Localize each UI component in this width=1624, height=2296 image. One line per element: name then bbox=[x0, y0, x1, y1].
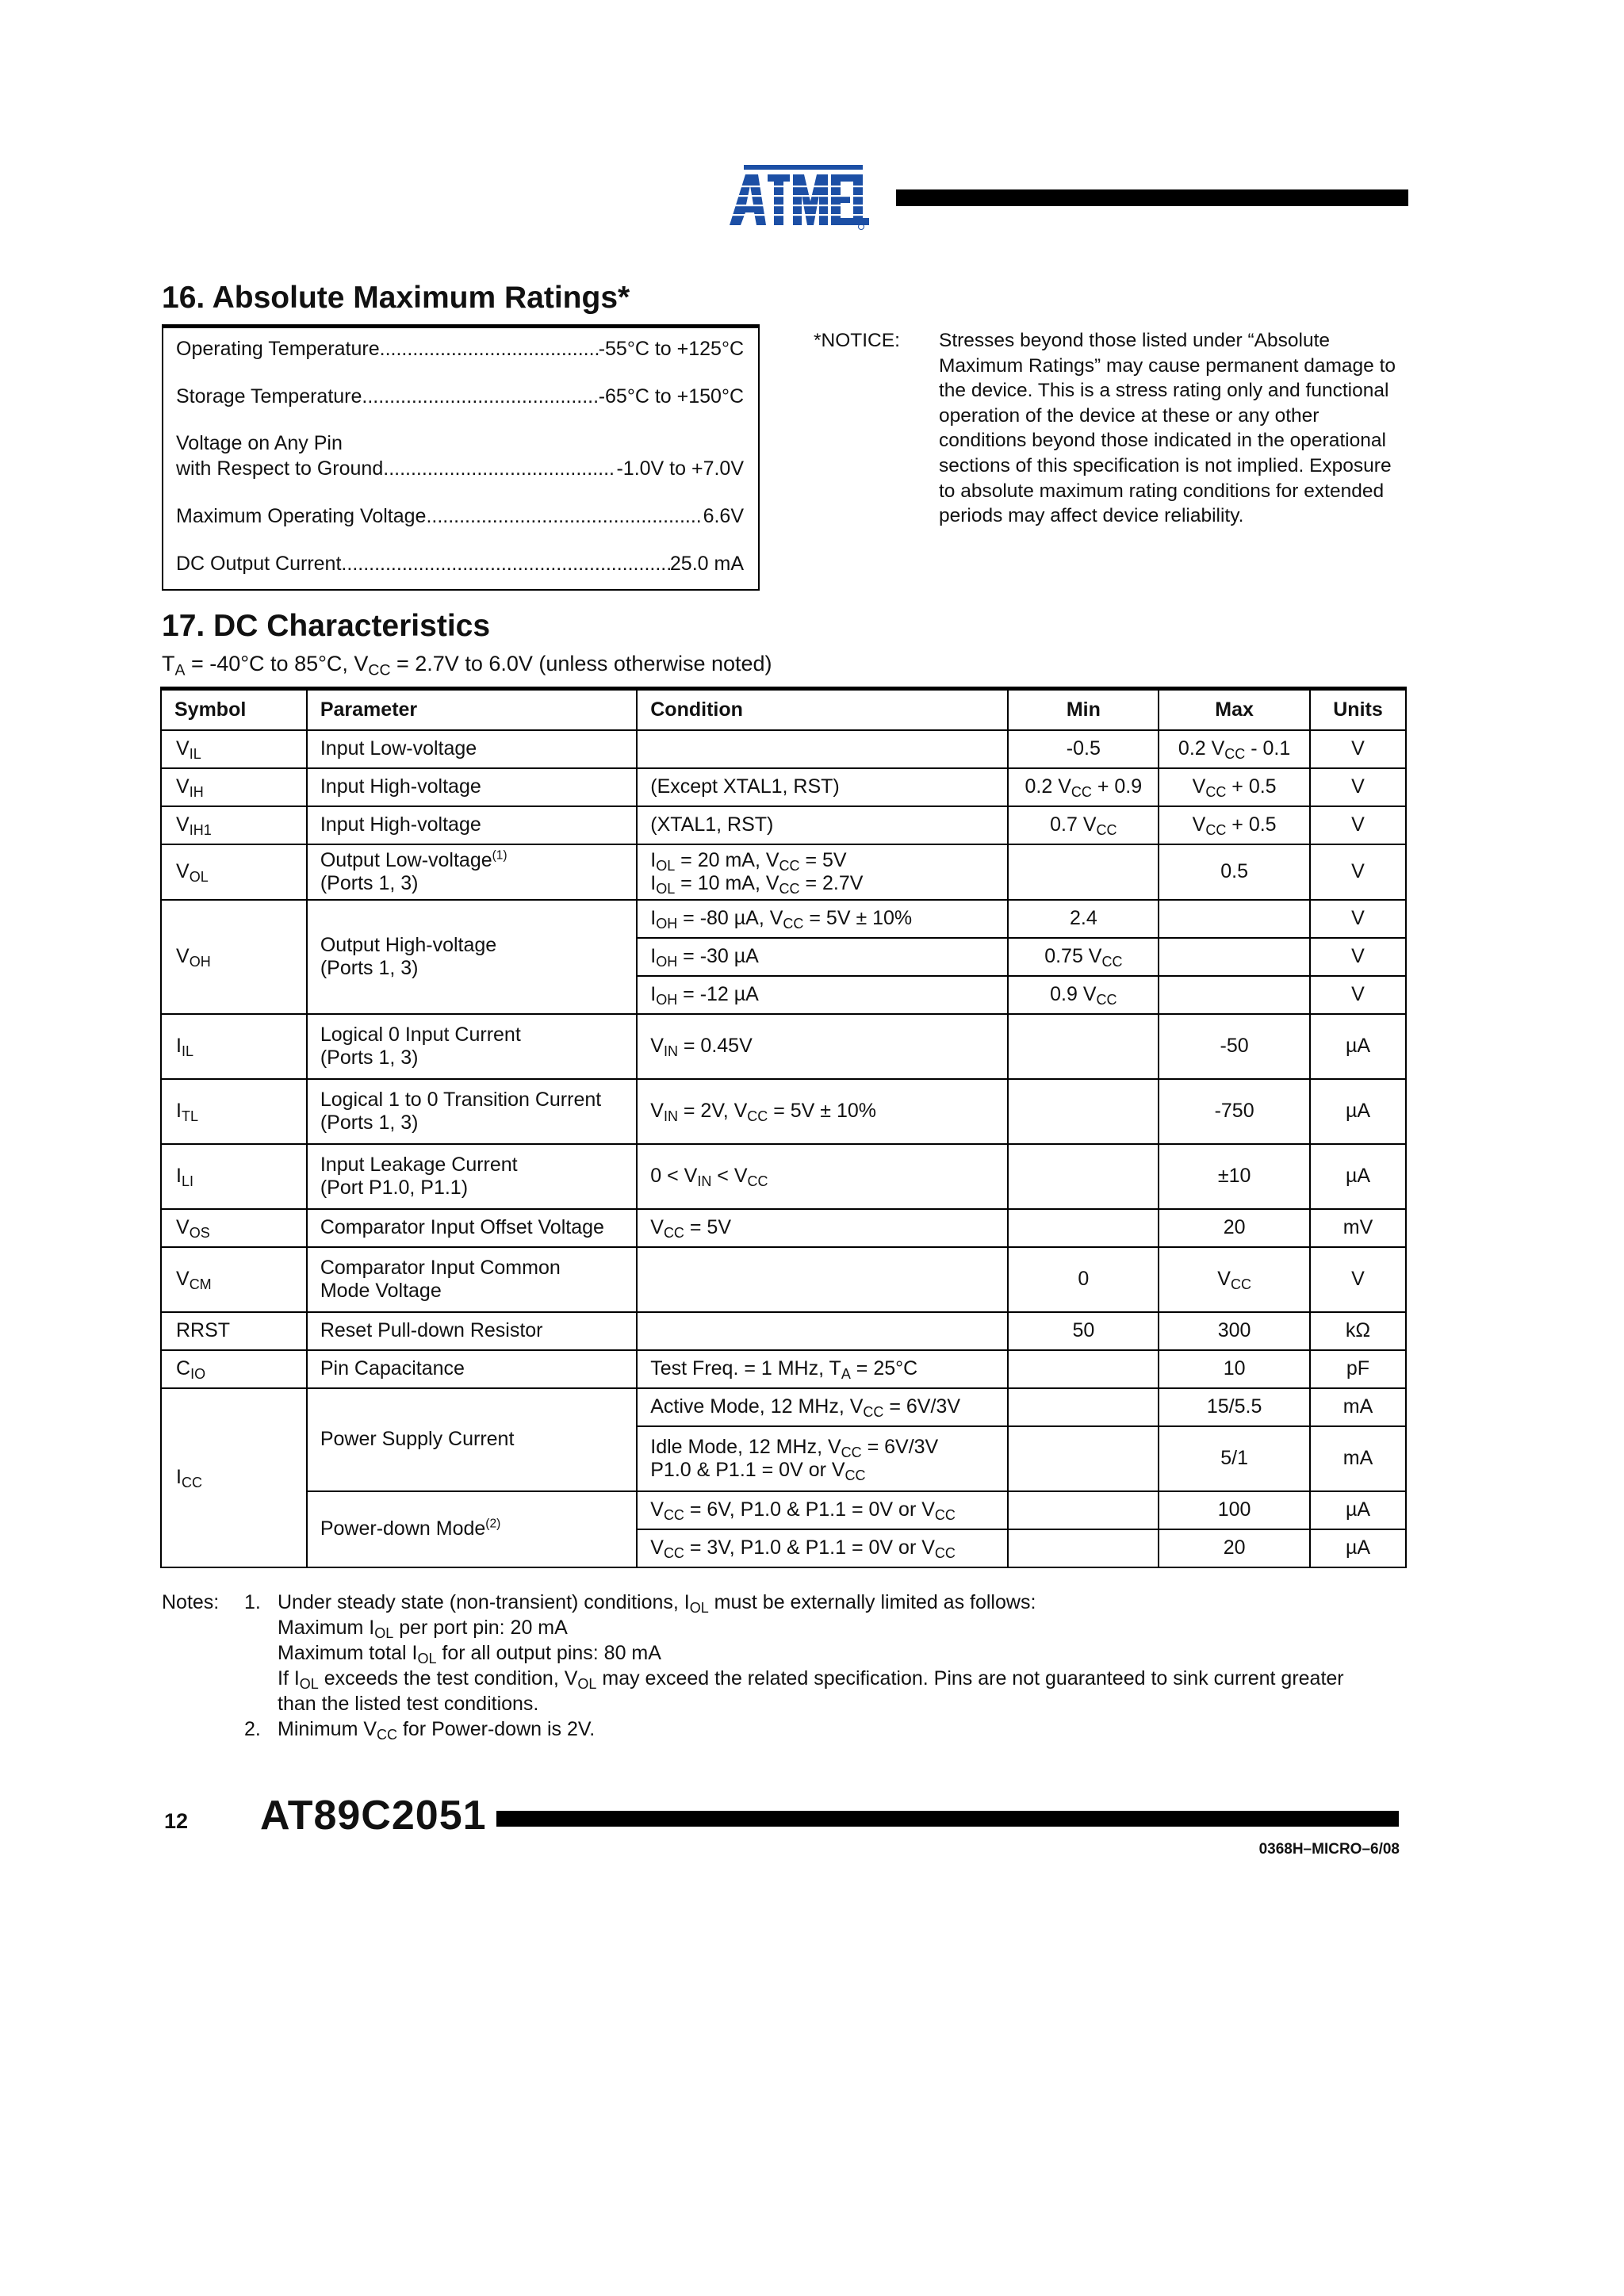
cell-parameter: Power Supply Current bbox=[307, 1388, 637, 1491]
cell-symbol: $C_{IO}$ bbox=[161, 1350, 307, 1388]
cell-max bbox=[1159, 976, 1310, 1014]
cell-max: 300 bbox=[1159, 1312, 1310, 1350]
cell-units: mA bbox=[1310, 1426, 1406, 1491]
table-row bbox=[161, 730, 1406, 768]
cell-symbol: $V_{OS}$ bbox=[161, 1209, 307, 1247]
note-text: Under steady state (non-transient) conditions, $I_{OL}$ must be externally limited as follows: bbox=[278, 1591, 1036, 1617]
cell-symbol: $V_{OL}$ bbox=[161, 844, 307, 900]
cell-min bbox=[1008, 1014, 1159, 1079]
cell-min bbox=[1008, 1079, 1159, 1144]
notice-label: *NOTICE: bbox=[814, 330, 900, 351]
cell-condition: Idle Mode, 12 MHz, $V_{CC} = 6V/3V$ P1.0 & P1.1 = 0V or $V_{CC}$ bbox=[637, 1426, 1008, 1491]
cell-symbol: $V_{OH}$ bbox=[161, 900, 307, 1014]
footer-rule bbox=[496, 1811, 1399, 1827]
rating-value: -1.0V to +7.0V bbox=[616, 457, 744, 480]
cell-symbol: $V_{IL}$ bbox=[161, 730, 307, 768]
cell-max: 0.2 $V_{CC} - 0.1$ bbox=[1159, 730, 1310, 768]
cell-min: 0.75 $V_{CC}$ bbox=[1008, 938, 1159, 976]
note-text: than the listed test conditions. bbox=[278, 1693, 539, 1715]
rating-row bbox=[176, 336, 744, 362]
rating-label-cont: with Respect to Ground bbox=[176, 457, 384, 480]
cell-condition: Test Freq. = 1 MHz, $T_A = 25^\circ C$ bbox=[637, 1350, 1008, 1388]
cell-max bbox=[1159, 938, 1310, 976]
cell-max: $V_{CC} + 0.5$ bbox=[1159, 806, 1310, 844]
col-header-symbol: Symbol bbox=[161, 689, 307, 730]
cell-parameter: Comparator Input Common Mode Voltage bbox=[307, 1247, 637, 1312]
cell-condition bbox=[637, 1312, 1008, 1350]
rating-label: Voltage on Any Pin bbox=[176, 432, 343, 454]
page-number: 12 bbox=[164, 1809, 189, 1833]
cell-min bbox=[1008, 844, 1159, 900]
cell-min: -0.5 bbox=[1008, 730, 1159, 768]
table-row bbox=[161, 1144, 1406, 1209]
cell-min: 2.4 bbox=[1008, 900, 1159, 938]
cell-units: µA bbox=[1310, 1491, 1406, 1529]
cell-units: V bbox=[1310, 900, 1406, 938]
cell-min: 0.2 $V_{CC} + 0.9$ bbox=[1008, 768, 1159, 806]
cell-min: 0.7 $V_{CC}$ bbox=[1008, 806, 1159, 844]
rating-row bbox=[176, 551, 744, 576]
cell-units: mV bbox=[1310, 1209, 1406, 1247]
note-text: Maximum total $I_{OL}$ for all output pins: 80 mA bbox=[278, 1642, 661, 1667]
cell-symbol: $V_{IH1}$ bbox=[161, 806, 307, 844]
section-16-title: 16. Absolute Maximum Ratings* bbox=[162, 281, 630, 315]
cell-units: µA bbox=[1310, 1144, 1406, 1209]
cell-parameter: Output High-voltage (Ports 1, 3) bbox=[307, 900, 637, 1014]
cell-max: 0.5 bbox=[1159, 844, 1310, 900]
cell-max: 20 bbox=[1159, 1529, 1310, 1567]
cell-condition: $V_{CC} = 6V$, P1.0 & P1.1 = 0V or $V_{CC}$ bbox=[637, 1491, 1008, 1529]
cell-symbol: $I_{LI}$ bbox=[161, 1144, 307, 1209]
cell-min bbox=[1008, 1350, 1159, 1388]
cell-parameter: Logical 1 to 0 Transition Current (Ports 1, 3) bbox=[307, 1079, 637, 1144]
cell-parameter: Power-down Mode$^{(2)}$ bbox=[307, 1491, 637, 1567]
cell-condition: $I_{OH} = -80$ µA, $V_{CC} = 5V \pm 10\%$ bbox=[637, 900, 1008, 938]
cell-max: -750 bbox=[1159, 1079, 1310, 1144]
cell-units: µA bbox=[1310, 1529, 1406, 1567]
cell-units: pF bbox=[1310, 1350, 1406, 1388]
absolute-max-ratings-box bbox=[162, 324, 760, 591]
rating-value: 25.0 mA bbox=[669, 553, 744, 575]
col-header-min: Min bbox=[1008, 689, 1159, 730]
cell-parameter: Input High-voltage bbox=[307, 768, 637, 806]
cell-symbol: RRST bbox=[161, 1312, 307, 1350]
cell-units: V bbox=[1310, 730, 1406, 768]
cell-min: 0 bbox=[1008, 1247, 1159, 1312]
cell-parameter: Reset Pull-down Resistor bbox=[307, 1312, 637, 1350]
table-row bbox=[161, 900, 1406, 938]
cell-symbol: $V_{CM}$ bbox=[161, 1247, 307, 1312]
cell-min bbox=[1008, 1491, 1159, 1529]
cell-condition: $V_{CC} = 3V$, P1.0 & P1.1 = 0V or $V_{CC}$ bbox=[637, 1529, 1008, 1567]
dc-characteristics-table bbox=[160, 687, 1407, 1568]
table-row bbox=[161, 844, 1406, 900]
cell-units: V bbox=[1310, 806, 1406, 844]
cell-parameter: Pin Capacitance bbox=[307, 1350, 637, 1388]
cell-condition: $I_{OH} = -30$ µA bbox=[637, 938, 1008, 976]
cell-symbol: $I_{TL}$ bbox=[161, 1079, 307, 1144]
note-text: Minimum $V_{CC}$ for Power-down is 2V. bbox=[278, 1718, 596, 1743]
cell-max: 20 bbox=[1159, 1209, 1310, 1247]
col-header-max: Max bbox=[1159, 689, 1310, 730]
cell-condition: $0 < V_{IN} < V_{CC}$ bbox=[637, 1144, 1008, 1209]
cell-max: 10 bbox=[1159, 1350, 1310, 1388]
note-text: Maximum $I_{OL}$ per port pin: 20 mA bbox=[278, 1617, 568, 1642]
table-row bbox=[161, 1079, 1406, 1144]
rating-row bbox=[176, 503, 744, 529]
rating-label: Operating Temperature bbox=[176, 338, 380, 360]
notice-text: Stresses beyond those listed under “Absolute Maximum Ratings” may cause permanent damage to the device. This is a stress rating only and functional operation of the device at these or any other conditions beyond those indicated in the operational sections of this specification is not implied. Exposure to absolute maximum rating conditions for extended periods may affect device reliability. bbox=[939, 330, 1396, 527]
document-code: 0368H–MICRO–6/08 bbox=[1258, 1841, 1400, 1858]
cell-units: V bbox=[1310, 844, 1406, 900]
table-row bbox=[161, 1491, 1406, 1529]
cell-condition: $I_{OL} = 20$ mA, $V_{CC} = 5V$ $I_{OL} = 10$ mA, $V_{CC} = 2.7V$ bbox=[637, 844, 1008, 900]
cell-units: V bbox=[1310, 768, 1406, 806]
col-header-units: Units bbox=[1310, 689, 1406, 730]
dc-conditions: $T_A = -40^\circ C$ to 85°C, $V_{CC} = 2.7V$ to 6.0V (unless otherwise noted) bbox=[162, 652, 772, 679]
atmel-logo bbox=[728, 163, 869, 230]
cell-parameter: Logical 0 Input Current (Ports 1, 3) bbox=[307, 1014, 637, 1079]
cell-symbol: $V_{IH}$ bbox=[161, 768, 307, 806]
rating-row bbox=[176, 384, 744, 409]
rating-value: 6.6V bbox=[703, 505, 744, 527]
cell-units: kΩ bbox=[1310, 1312, 1406, 1350]
cell-units: V bbox=[1310, 938, 1406, 976]
cell-max: 15/5.5 bbox=[1159, 1388, 1310, 1426]
notes-label: Notes: bbox=[162, 1591, 220, 1613]
note-number: 1. bbox=[244, 1591, 261, 1613]
cell-min: 50 bbox=[1008, 1312, 1159, 1350]
table-row bbox=[161, 1014, 1406, 1079]
cell-min: 0.9 $V_{CC}$ bbox=[1008, 976, 1159, 1014]
rating-value: -65°C to +150°C bbox=[598, 385, 744, 408]
cell-condition: $V_{IN} = 0.45V$ bbox=[637, 1014, 1008, 1079]
rating-value: -55°C to +125°C bbox=[598, 338, 744, 360]
cell-max: 5/1 bbox=[1159, 1426, 1310, 1491]
cell-units: V bbox=[1310, 1247, 1406, 1312]
table-row bbox=[161, 768, 1406, 806]
col-header-condition: Condition bbox=[637, 689, 1008, 730]
cell-condition bbox=[637, 1247, 1008, 1312]
cell-min bbox=[1008, 1529, 1159, 1567]
cell-units: µA bbox=[1310, 1014, 1406, 1079]
rating-row bbox=[176, 456, 744, 481]
cell-max bbox=[1159, 900, 1310, 938]
cell-min bbox=[1008, 1426, 1159, 1491]
cell-min bbox=[1008, 1144, 1159, 1209]
cell-max: 100 bbox=[1159, 1491, 1310, 1529]
col-header-parameter: Parameter bbox=[307, 689, 637, 730]
cell-max: $V_{CC}$ bbox=[1159, 1247, 1310, 1312]
rating-row bbox=[176, 430, 744, 456]
table-header-row bbox=[161, 689, 1406, 730]
cell-parameter: Comparator Input Offset Voltage bbox=[307, 1209, 637, 1247]
rating-label: Storage Temperature bbox=[176, 385, 362, 408]
table-row bbox=[161, 806, 1406, 844]
note-text: If $I_{OL}$ exceeds the test condition, $V_{OL}$ may exceed the related specification. Pins are not guaranteed to sink current greater bbox=[278, 1667, 1344, 1693]
cell-condition: (XTAL1, RST) bbox=[637, 806, 1008, 844]
cell-max: -50 bbox=[1159, 1014, 1310, 1079]
cell-condition: $I_{OH} = -12$ µA bbox=[637, 976, 1008, 1014]
rating-label: Maximum Operating Voltage bbox=[176, 505, 427, 527]
cell-max: $V_{CC} + 0.5$ bbox=[1159, 768, 1310, 806]
cell-parameter: Input Leakage Current (Port P1.0, P1.1) bbox=[307, 1144, 637, 1209]
header-rule bbox=[896, 189, 1408, 206]
cell-max: ±10 bbox=[1159, 1144, 1310, 1209]
table-row bbox=[161, 1247, 1406, 1312]
section-17-title: 17. DC Characteristics bbox=[162, 609, 491, 643]
cell-condition: $V_{IN} = 2V$, $V_{CC} = 5V \pm 10\%$ bbox=[637, 1079, 1008, 1144]
cell-parameter: Input Low-voltage bbox=[307, 730, 637, 768]
table-row bbox=[161, 1209, 1406, 1247]
cell-parameter: Output Low-voltage$^{(1)}$ (Ports 1, 3) bbox=[307, 844, 637, 900]
table-row bbox=[161, 1388, 1406, 1426]
cell-symbol: $I_{IL}$ bbox=[161, 1014, 307, 1079]
cell-min bbox=[1008, 1388, 1159, 1426]
cell-units: mA bbox=[1310, 1388, 1406, 1426]
cell-symbol: $I_{CC}$ bbox=[161, 1388, 307, 1567]
cell-condition bbox=[637, 730, 1008, 768]
note-number: 2. bbox=[244, 1718, 261, 1740]
table-row bbox=[161, 1350, 1406, 1388]
cell-parameter: Input High-voltage bbox=[307, 806, 637, 844]
part-name: AT89C2051 bbox=[260, 1793, 487, 1839]
cell-condition: (Except XTAL1, RST) bbox=[637, 768, 1008, 806]
cell-condition: Active Mode, 12 MHz, $V_{CC} = 6V/3V$ bbox=[637, 1388, 1008, 1426]
cell-min bbox=[1008, 1209, 1159, 1247]
cell-condition: $V_{CC} = 5V$ bbox=[637, 1209, 1008, 1247]
table-row bbox=[161, 1312, 1406, 1350]
cell-units: µA bbox=[1310, 1079, 1406, 1144]
rating-label: DC Output Current bbox=[176, 553, 342, 575]
cell-units: V bbox=[1310, 976, 1406, 1014]
